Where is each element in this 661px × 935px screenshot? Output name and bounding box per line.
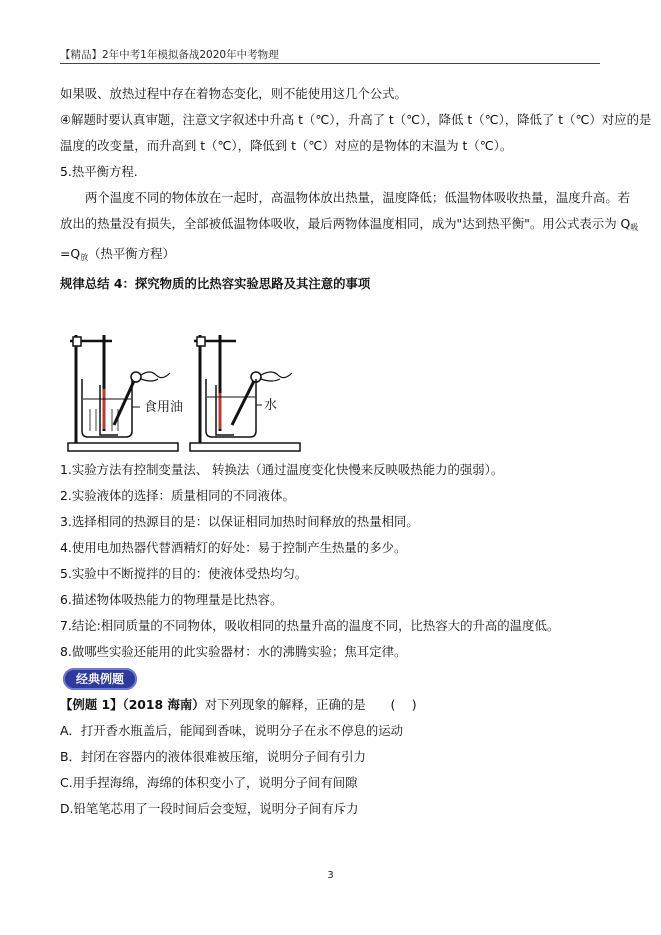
section-heading: 5.热平衡方程.	[60, 164, 138, 179]
heater-head	[131, 372, 141, 382]
paragraph: 两个温度不同的物体放在一起时，高温物体放出热量，温度降低；低温物体吸收热量，温度升高。若	[85, 190, 631, 205]
list-item: 8.做哪些实验还能用的此实验器材：水的沸腾实验；焦耳定律。	[60, 644, 407, 659]
list-item: 3.选择相同的热源目的是：以保证相同加热时间释放的热量相同。	[60, 514, 419, 529]
heater-cable	[141, 372, 170, 381]
list-item: 2.实验液体的选择：质量相同的不同液体。	[60, 488, 295, 503]
list-item: 6.描述物体吸热能力的物理量是比热容。	[60, 592, 283, 607]
clamp-knob	[197, 337, 205, 346]
option-b: B．封闭在容器内的液体很难被压缩，说明分子间有引力	[60, 749, 366, 764]
formula-text: =Q	[60, 246, 81, 261]
document-body	[60, 81, 652, 822]
list-item: 4.使用电加热器代替酒精灯的好处：易于控制产生热量的多少。	[60, 540, 407, 555]
experiment-diagram	[60, 297, 605, 457]
paragraph: 温度的改变量，而升高到 t（℃），降低到 t（℃）对应的是物体的末温为 t（℃）。	[60, 138, 513, 153]
example-question-text: 对下列现象的解释，正确的是 ( )	[204, 697, 417, 712]
subscript: 吸	[630, 223, 639, 232]
stand-base	[68, 443, 178, 451]
list-item: 7.结论:相同质量的不同物体，吸收相同的热量升高的温度不同，比热容大的升高的温度低。	[60, 618, 560, 633]
classic-examples-badge: 经典例题	[63, 668, 137, 690]
paragraph: 如果吸、放热过程中存在着物态变化，则不能使用这几个公式。	[60, 86, 407, 101]
paragraph	[60, 241, 605, 271]
option-c: C.用手捏海绵，海绵的体积变小了，说明分子间有间隙	[60, 775, 358, 790]
apparatus-oil	[68, 335, 178, 451]
header-divider	[60, 63, 600, 64]
example-label: 【例题 1】（2018 海南）	[60, 697, 205, 712]
paragraph-text: 放出的热量没有损失，全部被低温物体吸收，最后两物体温度相同，成为"达到热平衡"。用公式表示为 Q	[60, 216, 631, 231]
page-number: 3	[327, 870, 334, 881]
beaker	[206, 379, 256, 437]
label-water: 水	[264, 398, 278, 413]
stand-base	[190, 443, 300, 451]
label-oil: 食用油	[144, 400, 184, 415]
option-a: A．打开香水瓶盖后，能闻到香味，说明分子在永不停息的运动	[60, 723, 404, 738]
example-question	[60, 692, 605, 718]
beaker	[82, 379, 132, 437]
list-item: 1.实验方法有控制变量法、 转换法（通过温度变化快慢来反映吸热能力的强弱）。	[60, 462, 504, 477]
apparatus-water	[190, 335, 300, 451]
formula-text: （热平衡方程）	[88, 246, 175, 261]
paragraph	[60, 211, 639, 241]
heater-cable	[261, 372, 292, 381]
rule-summary-title: 规律总结 4：探究物质的比热容实验思路及其注意的事项	[60, 276, 371, 291]
heater-rod	[232, 381, 254, 425]
paragraph: ④解题时要认真审题，注意文字叙述中升高 t（℃），升高了 t（℃），降低 t（℃），降低了 t（℃）对应的是	[60, 112, 652, 127]
heater-rod	[114, 381, 134, 425]
clamp-knob	[73, 337, 81, 346]
list-item: 5.实验中不断搅拌的目的：使液体受热均匀。	[60, 566, 308, 581]
page-header: 【精品】2年中考1年模拟备战2020年中考物理	[60, 49, 279, 61]
experiment-figure	[60, 297, 605, 457]
option-d: D.铅笔笔芯用了一段时间后会变短，说明分子间有斥力	[60, 801, 359, 816]
subscript: 放	[80, 253, 89, 262]
